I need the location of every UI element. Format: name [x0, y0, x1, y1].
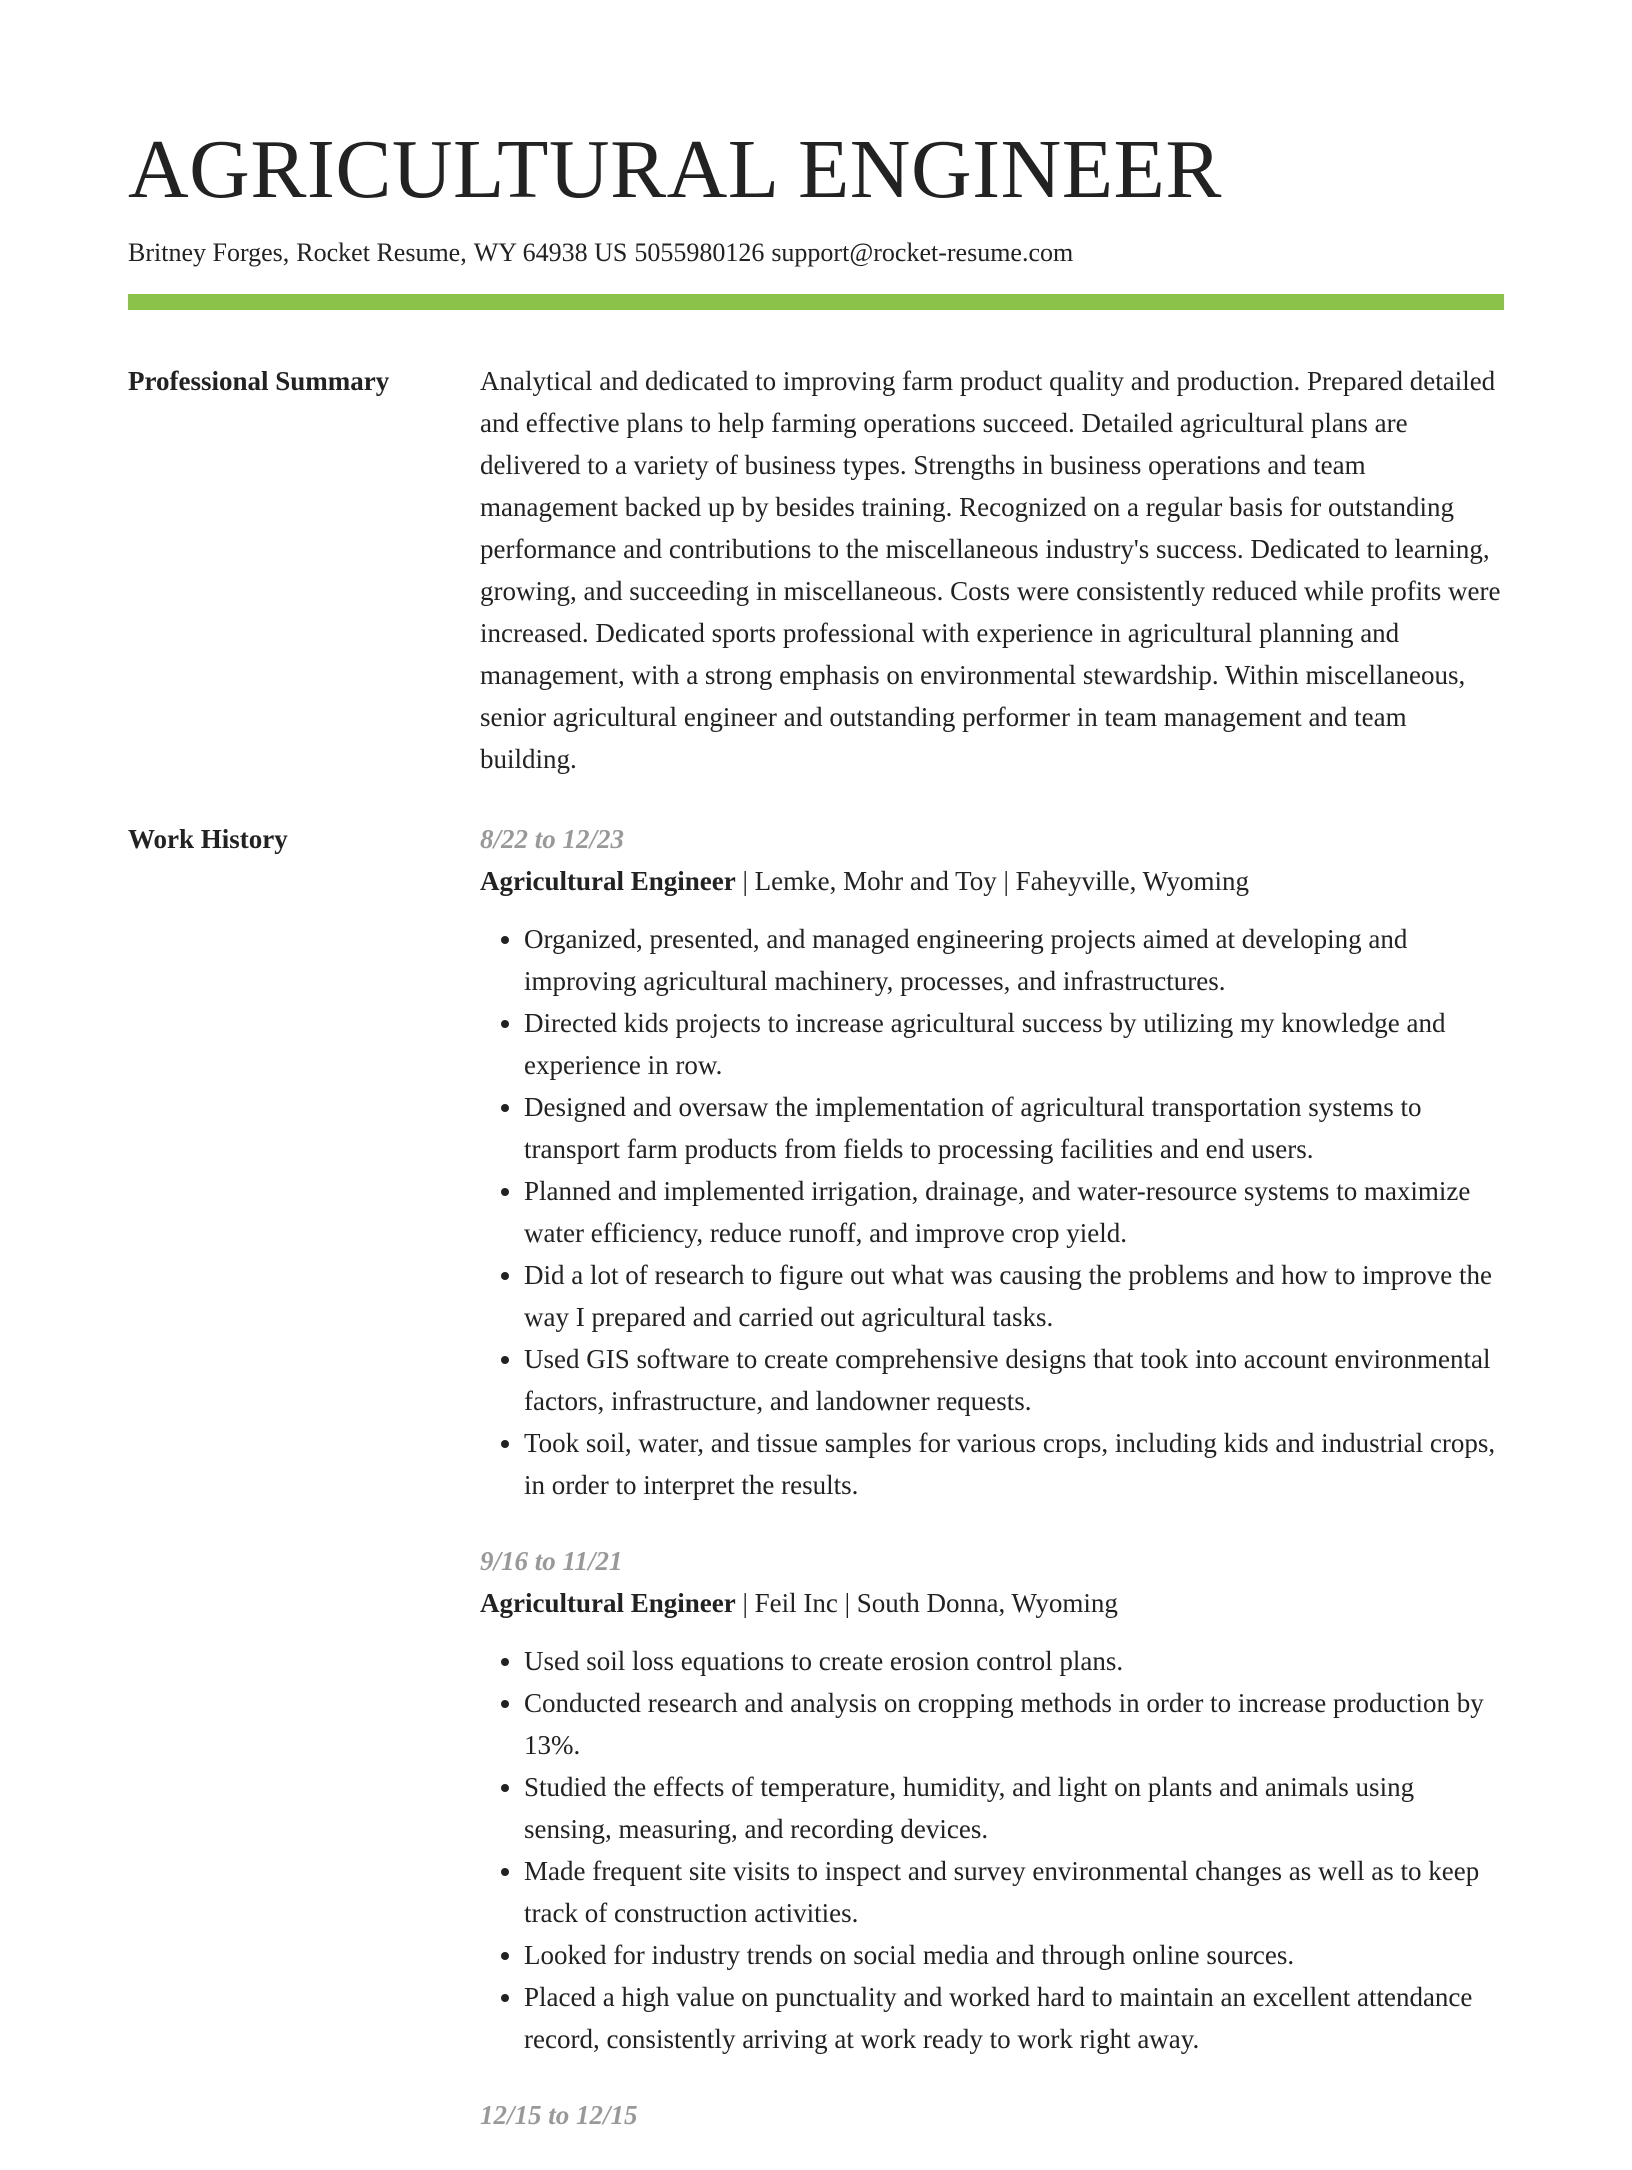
job-date: 12/15 to 12/15	[480, 2100, 638, 2130]
job-bullet: • Studied the effects of temperature, humidity, and light on plants and animals using sensing, measuring, and recording devices.	[524, 1766, 1504, 1850]
summary-label: Professional Summary	[128, 366, 390, 396]
job-bullet: • Did a lot of research to figure out what was causing the problems and how to improve the way I prepared and carried out agricultural tasks.	[524, 1254, 1504, 1338]
job-bullet: • Conducted research and analysis on cropping methods in order to increase production by 13%.	[524, 1682, 1504, 1766]
summary-text: Analytical and dedicated to improving farm product quality and production. Prepared detailed and effective plans to help farming operations succeed. Detailed agricultural plans are delivered to a variety of business types. Strengths in business operations and team management backed up by besides training. Recognized on a regular basis for outstanding performance and contributions to the miscellaneous industry's success. Dedicated to learning, growing, and succeeding in miscellaneous. Costs were consistently reduced while profits were increased. Dedicated sports professional with experience in agricultural planning and management, with a strong emphasis on environmental stewardship. Within miscellaneous, senior agricultural engineer and outstanding performer in team management and team building.	[480, 366, 1501, 774]
job-title: Agricultural Engineer	[480, 866, 736, 896]
job-date: 9/16 to 11/21	[480, 1546, 623, 1576]
job-bullet: • Designed and oversaw the implementation of agricultural transportation systems to transport farm products from fields to processing facilities and end users.	[524, 1086, 1504, 1170]
job-list	[480, 818, 1504, 2170]
job-bullet: • Planned and implemented irrigation, drainage, and water-resource systems to maximize water efficiency, reduce runoff, and improve crop yield.	[524, 1170, 1504, 1254]
work-history-label: Work History	[128, 824, 288, 854]
summary-section	[128, 360, 1504, 780]
job-company-location: | Feil Inc | South Donna, Wyoming	[735, 1588, 1118, 1618]
job-title: Agricultural Engineer	[480, 1588, 736, 1618]
contact-line	[128, 236, 1504, 270]
job-date: 8/22 to 12/23	[480, 824, 625, 854]
job-bullet: • Placed a high value on punctuality and worked hard to maintain an excellent attendance record, consistently arriving at work ready to work right away.	[524, 1976, 1504, 2060]
job-bullet: • Took soil, water, and tissue samples for various crops, including kids and industrial crops, in order to interpret the results.	[524, 1422, 1504, 1506]
job-entry	[480, 818, 1504, 1506]
accent-divider	[128, 294, 1504, 310]
contact-phone: 5055980126	[634, 238, 765, 267]
job-bullet: • Used soil loss equations to create erosion control plans.	[524, 1640, 1504, 1682]
job-entry	[480, 2094, 1504, 2136]
contact-location: WY 64938 US	[473, 238, 628, 267]
job-header	[480, 860, 1504, 902]
job-bullet: • Used GIS software to create comprehensive designs that took into account environmental factors, infrastructure, and landowner requests.	[524, 1338, 1504, 1422]
job-bullet: • Made frequent site visits to inspect and survey environmental changes as well as to keep track of construction activities.	[524, 1850, 1504, 1934]
contact-email: support@rocket-resume.com	[771, 238, 1074, 267]
job-company-location: | Lemke, Mohr and Toy | Faheyville, Wyoming	[735, 866, 1249, 896]
contact-company: Rocket Resume,	[296, 238, 467, 267]
resume-page	[128, 122, 1504, 2170]
job-bullet: • Directed kids projects to increase agricultural success by utilizing my knowledge and experience in row.	[524, 1002, 1504, 1086]
job-bullet-list	[480, 1640, 1504, 2060]
work-history-section	[128, 818, 1504, 2170]
job-bullet: • Organized, presented, and managed engineering projects aimed at developing and improving agricultural machinery, processes, and infrastructures.	[524, 918, 1504, 1002]
job-bullet-list	[480, 918, 1504, 1506]
contact-name: Britney Forges,	[128, 238, 290, 267]
job-entry	[480, 1540, 1504, 2060]
job-bullet: • Looked for industry trends on social media and through online sources.	[524, 1934, 1504, 1976]
job-header	[480, 1582, 1504, 1624]
resume-title: AGRICULTURAL ENGINEER	[128, 123, 1222, 216]
